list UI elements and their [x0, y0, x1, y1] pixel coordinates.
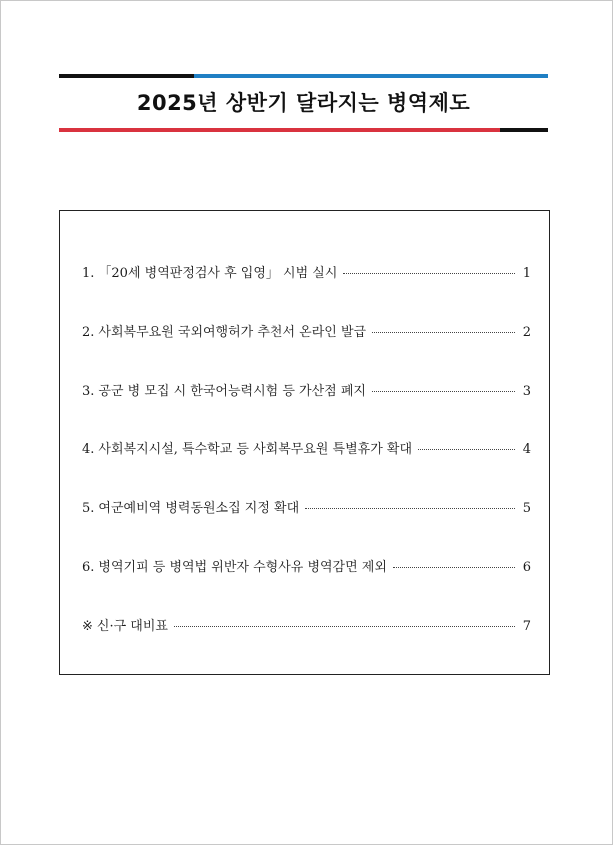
table-of-contents [59, 210, 550, 675]
rule-black-segment [500, 128, 548, 132]
title-block [59, 74, 548, 132]
toc-item-title: 신·구 대비표 [96, 618, 168, 634]
toc-item-page: 7 [522, 618, 531, 634]
toc-leader-dots [305, 507, 515, 509]
toc-item[interactable] [82, 497, 531, 517]
toc-item-page: 3 [522, 383, 531, 399]
toc-item-title: 공군 병 모집 시 한국어능력시험 등 가산점 폐지 [98, 383, 366, 399]
toc-item-title: 사회복지시설, 특수학교 등 사회복무요원 특별휴가 확대 [98, 442, 413, 458]
toc-item[interactable] [82, 438, 531, 458]
toc-item-page: 1 [522, 266, 531, 281]
toc-item-number: 2. [82, 324, 95, 340]
toc-item[interactable] [82, 615, 531, 635]
toc-item-page: 5 [522, 501, 531, 517]
toc-item-number: 3. [82, 383, 95, 399]
toc-item[interactable] [82, 321, 531, 341]
toc-item[interactable] [82, 380, 531, 400]
toc-item-title: 사회복무요원 국외여행허가 추천서 온라인 발급 [98, 324, 367, 340]
toc-item-number: 6. [82, 559, 95, 575]
title-bottom-rule [59, 128, 548, 132]
toc-item-number: 5. [82, 501, 95, 517]
toc-item[interactable] [82, 262, 531, 282]
toc-item-title: 병역기피 등 병역법 위반자 수형사유 병역감면 제외 [98, 559, 387, 575]
toc-leader-dots [372, 331, 515, 333]
toc-item-number: ※ [82, 618, 93, 634]
toc-item-page: 6 [522, 559, 531, 575]
toc-list [82, 262, 531, 674]
toc-leader-dots [418, 448, 515, 450]
toc-item[interactable] [82, 556, 531, 576]
toc-item-page: 2 [522, 324, 531, 340]
toc-item-page: 4 [522, 442, 531, 458]
document-title: 2025년 상반기 달라지는 병역제도 [136, 91, 471, 115]
toc-leader-dots [174, 625, 515, 627]
toc-item-number: 4. [82, 442, 95, 458]
toc-item-title: 여군예비역 병력동원소집 지정 확대 [98, 501, 300, 517]
toc-leader-dots [393, 566, 515, 568]
toc-leader-dots [372, 390, 515, 392]
rule-red-segment [59, 128, 500, 132]
toc-item-number: 1. [82, 266, 95, 281]
toc-leader-dots [343, 272, 515, 274]
toc-item-title: 「20세 병역판정검사 후 입영」 시범 실시 [98, 266, 338, 281]
